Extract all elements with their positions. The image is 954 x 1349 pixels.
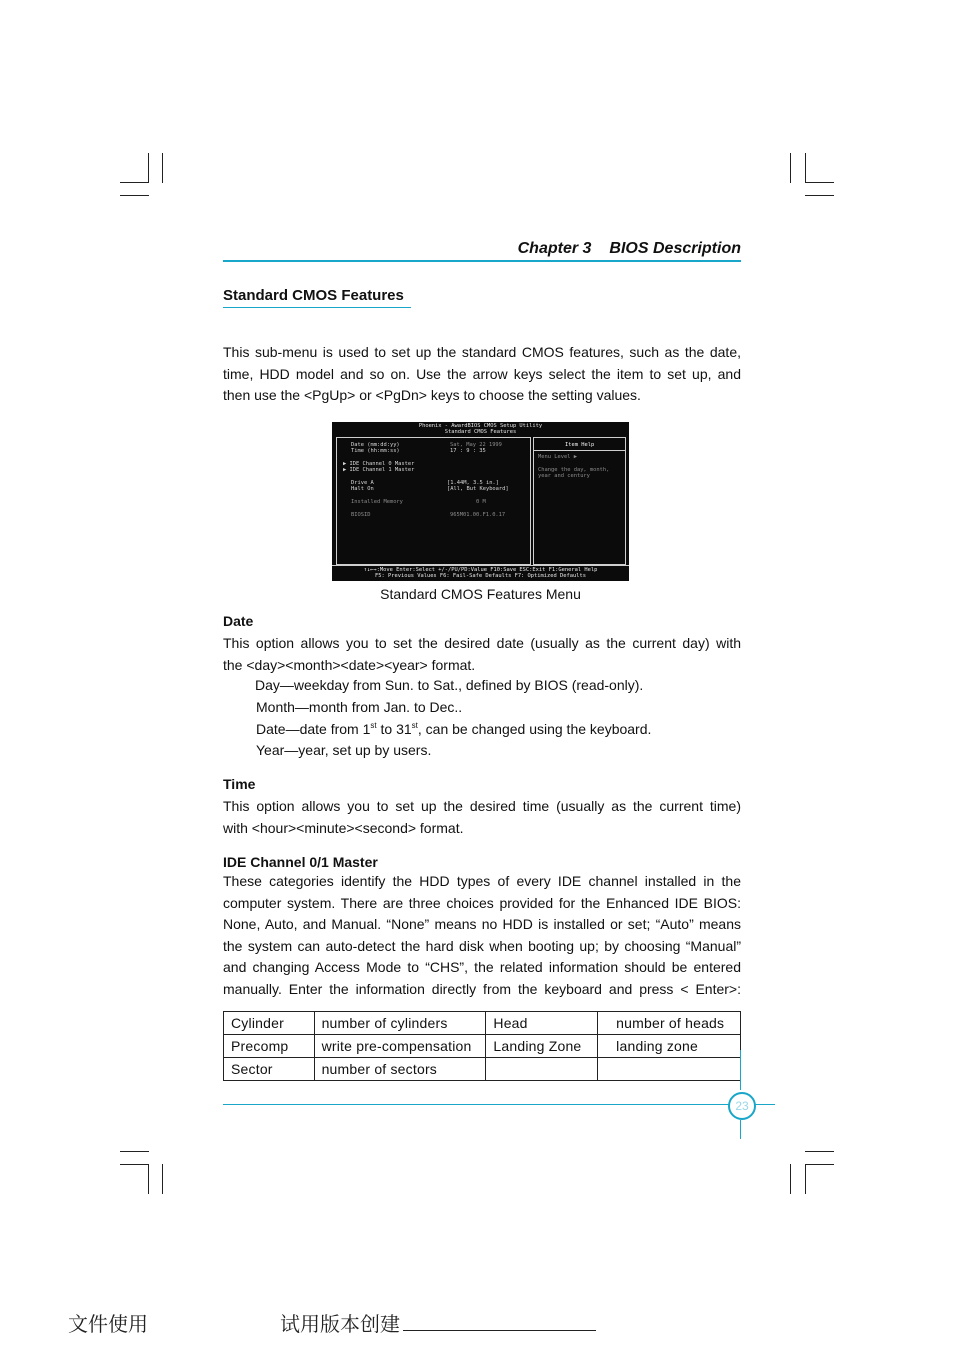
watermark-right: 试用版本创建 [280,1312,400,1336]
bios-help-text: year and century [538,473,590,479]
paragraph-line: with <hour><minute><second> format. [223,819,464,836]
chapter-section-label: BIOS Description [609,240,741,257]
bios-footer [332,567,629,580]
footer-rule-vertical [740,1120,741,1139]
bios-help-divider [533,450,625,451]
bios-row-value: [1.44M, 3.5 in.] [447,480,499,486]
section-title: Standard CMOS Features [223,287,404,304]
paragraph-line: and changing Access Mode to “CHS”, the related information should be entered [223,959,741,976]
section-title-underline [223,307,411,308]
page-number: 23 [728,1092,756,1120]
table-cell: landing zone [598,1035,741,1058]
paragraph-line: manually. Enter the information directly from the keyboard and press < Enter>: [223,980,741,997]
date-item-text: to 31 [376,721,412,737]
table-row [224,1058,741,1081]
paragraph-line: This option allows you to set the desired date (usually as the current day) with [223,635,741,651]
bios-row-value: Sat, May 22 1999 [450,442,502,448]
date-item-month: Month—month from Jan. to Dec.. [256,699,463,715]
crop-mark [148,1164,149,1194]
ide-heading: IDE Channel 0/1 Master [223,854,378,870]
time-paragraph [223,796,741,839]
crop-mark [120,1151,149,1152]
bios-row-value: [All, But Keyboard] [447,486,509,492]
bios-help-text: Change the day, month, [538,467,610,473]
date-item-date [256,719,651,741]
crop-mark [148,153,149,183]
table-cell: write pre-compensation [314,1035,486,1058]
bios-row-label: Time (hh:mm:ss) [351,448,400,454]
paragraph-line: time, HDD model and so on. Use the arrow keys select the item to set up, and [223,365,741,382]
ide-paragraph [223,871,741,1001]
date-item-year: Year—year, set up by users. [256,742,432,758]
footer-rule-vertical [740,1050,741,1090]
crop-mark [162,1164,163,1194]
table-cell: Landing Zone [486,1035,598,1058]
bios-footer-line: F5: Previous Values F6: Fail-Safe Defaults F7: Optimized Defaults [375,573,586,580]
table-row [224,1012,741,1035]
table-cell: Head [486,1012,598,1035]
bios-row-label: Drive A [351,480,374,486]
bios-help-title: Item Help [565,442,595,448]
crop-mark [120,182,149,183]
paragraph-line: then use the <PgUp> or <PgDn> keys to choose the setting values. [223,387,641,404]
date-paragraph [223,633,741,676]
bios-row-value: 0 M [476,499,486,505]
footer-rule [223,1104,775,1105]
crop-mark [805,1164,834,1165]
crop-mark [805,1164,806,1194]
bios-title-line: Phoenix - AwardBIOS CMOS Setup Utility [418,423,543,429]
paragraph-line: This option allows you to set up the desired time (usually as the current time) [223,798,741,814]
watermark-underline [403,1330,596,1331]
paragraph-line: None, Auto, and Manual. “None” means no HDD is installed or set; “Auto” means [223,916,741,933]
chapter-label: Chapter 3 [517,240,592,257]
intro-paragraph [223,342,741,407]
hdd-parameter-table [223,1011,741,1081]
time-heading: Time [223,776,256,792]
bios-footer-line: ↑↓←→:Move Enter:Select +/-/PU/PD:Value F10:Save ESC:Exit F1:General Help [363,567,598,573]
bios-row-label: Halt On [351,486,374,492]
bios-title [332,423,629,436]
watermark-left: 文件使用 [68,1312,148,1336]
table-cell: Cylinder [224,1012,315,1035]
crop-mark [805,1151,834,1152]
table-cell [598,1058,741,1081]
paragraph-line: computer system. There are three choices provided for the Enhanced IDE BIOS: [223,894,741,911]
table-cell: Sector [224,1058,315,1081]
crop-mark [120,1164,149,1165]
crop-mark [805,195,834,196]
date-item-day: Day—weekday from Sun. to Sat., defined by BIOS (read-only). [255,677,644,693]
date-item-text: Date—date from 1 [256,721,371,737]
bios-row-value: 17 : 9 : 35 [450,448,486,454]
running-header [430,240,741,258]
table-cell: number of cylinders [314,1012,486,1035]
bios-row-label: ▶ IDE Channel 1 Master [343,467,415,473]
date-heading: Date [223,613,254,629]
crop-mark [120,195,149,196]
paragraph-line: the <day><month><date><year> format. [223,656,476,673]
crop-mark [162,153,163,183]
bios-subtitle-line: Standard CMOS Features [444,429,517,436]
paragraph-line: the system can auto-detect the hard disk when booting up; by choosing “Manual” [223,937,741,954]
figure-caption: Standard CMOS Features Menu [380,586,581,602]
date-item-text: , can be changed using the keyboard. [417,721,652,737]
bios-row-label: BIOSID [351,512,371,518]
crop-mark [805,153,806,183]
bios-row-value: 965M01.00.F1.0.17 [450,512,506,518]
paragraph-line: These categories identify the HDD types of every IDE channel installed in the [223,873,741,889]
crop-mark [790,1164,791,1194]
bios-row-label: ▶ IDE Channel 0 Master [343,461,415,467]
table-cell [486,1058,598,1081]
header-rule [223,260,741,262]
ordinal-suffix: st [411,721,418,730]
bios-help-menu-level: Menu Level ▶ [538,454,577,460]
bios-screenshot [332,422,629,581]
crop-mark [790,153,791,183]
bios-row-label: Date (mm:dd:yy) [351,442,400,448]
bios-footer-rule [332,565,629,566]
crop-mark [805,182,834,183]
table-cell: Precomp [224,1035,315,1058]
paragraph-line: This sub-menu is used to set up the standard CMOS features, such as the date, [223,344,741,360]
table-cell: number of heads [598,1012,741,1035]
bios-row-label: Installed Memory [351,499,403,505]
ordinal-suffix: st [370,721,377,730]
table-cell: number of sectors [314,1058,486,1081]
table-row [224,1035,741,1058]
